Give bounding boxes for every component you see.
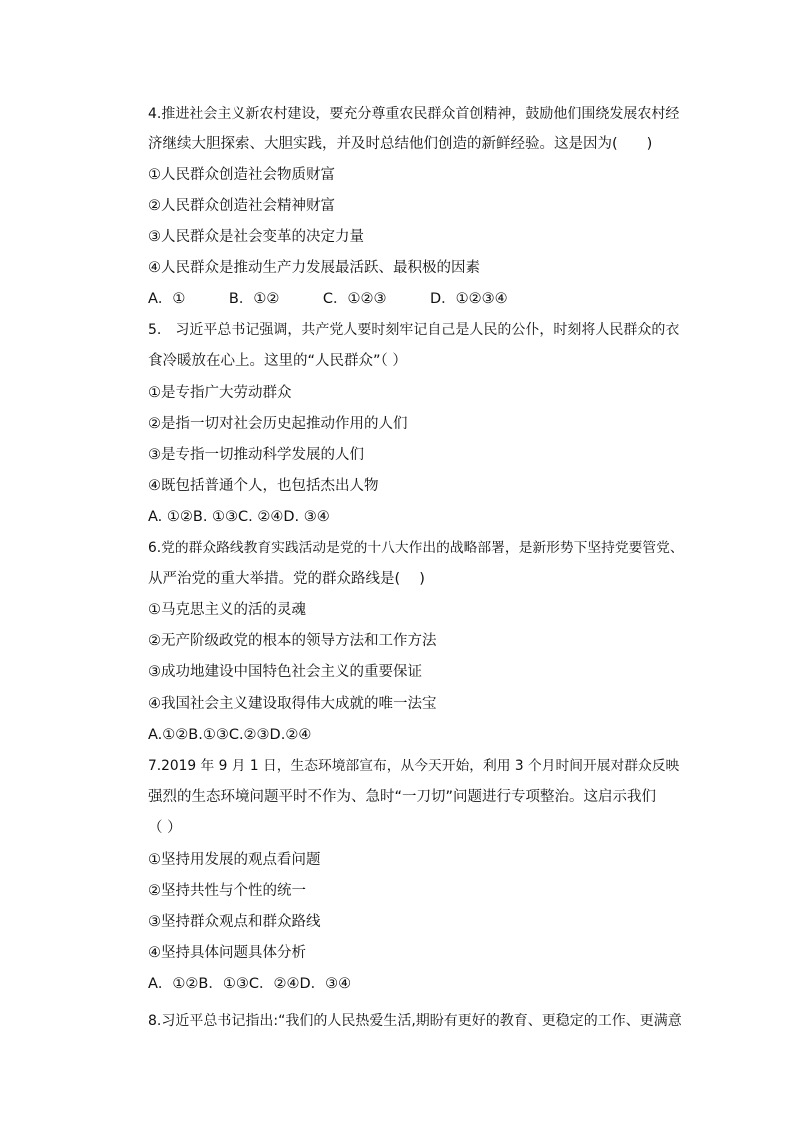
q6-statement-3: ③成功地建设中国特色社会主义的重要保证 bbox=[148, 664, 422, 680]
q4-stem-line-1: 4.推进社会主义新农村建设，要充分尊重农民群众首创精神，鼓励他们围绕发展农村经 bbox=[148, 106, 680, 122]
q5-statement-3: ③是专指一切推动科学发展的人们 bbox=[148, 447, 364, 463]
q6-statement-2: ②无产阶级政党的根本的领导方法和工作方法 bbox=[148, 633, 437, 649]
q5-options: A. ①②B. ①③C. ②④D. ③④ bbox=[148, 509, 330, 525]
q7-stem-line-3: （ ） bbox=[148, 820, 182, 836]
q4-statement-3: ③人民群众是社会变革的决定力量 bbox=[148, 229, 364, 245]
q4-stem-line-2: 济继续大胆探索、大胆实践，并及时总结他们创造的新鲜经验。这是因为( ) bbox=[148, 136, 653, 152]
q5-statement-4: ④既包括普通个人，也包括杰出人物 bbox=[148, 478, 379, 494]
q5-statement-2: ②是指一切对社会历史起推动作用的人们 bbox=[148, 416, 408, 432]
q7-stem-line-2: 强烈的生态环境问题平时不作为、急时“一刀切”问题进行专项整治。这启示我们 bbox=[148, 789, 657, 805]
q7-statement-1: ①坚持用发展的观点看问题 bbox=[148, 852, 321, 868]
q7-options: A．①②B．①③C．②④D．③④ bbox=[148, 976, 352, 992]
q6-options: A.①②B.①③C.②③D.②④ bbox=[148, 727, 312, 743]
q7-statement-3: ③坚持群众观点和群众路线 bbox=[148, 914, 321, 930]
q4-statement-2: ②人民群众创造社会精神财富 bbox=[148, 198, 335, 214]
q4-statement-4: ④人民群众是推动生产力发展最活跃、最积极的因素 bbox=[148, 260, 480, 276]
q7-statement-2: ②坚持共性与个性的统一 bbox=[148, 883, 306, 899]
q4-statement-1: ①人民群众创造社会物质财富 bbox=[148, 167, 335, 183]
q6-statement-4: ④我国社会主义建设取得伟大成就的唯一法宝 bbox=[148, 696, 437, 712]
q6-statement-1: ①马克思主义的活的灵魂 bbox=[148, 602, 306, 618]
q5-stem-line-2: 食冷暖放在心上。这里的“人民群众”（ ） bbox=[148, 353, 407, 369]
q6-stem-line-2: 从严治党的重大举措。党的群众路线是( ) bbox=[148, 571, 425, 587]
q6-stem-line-1: 6.党的群众路线教育实践活动是党的十八大作出的战略部署，是新形势下坚持党要管党、 bbox=[148, 540, 684, 556]
q5-statement-1: ①是专指广大劳动群众 bbox=[148, 385, 292, 401]
q8-stem-line-1: 8.习近平总书记指出:“我们的人民热爱生活,期盼有更好的教育、更稳定的工作、更满意 bbox=[148, 1013, 682, 1029]
q4-options: A．① B．①② C．①②③ D．①②③④ bbox=[148, 291, 508, 307]
q5-stem-line-1: 5. 习近平总书记强调，共产党人要时刻牢记自己是人民的公仆，时刻将人民群众的衣 bbox=[148, 322, 680, 338]
q7-statement-4: ④坚持具体问题具体分析 bbox=[148, 945, 306, 961]
q7-stem-line-1: 7.2019 年 9 月 1 日，生态环境部宣布，从今天开始，利用 3 个月时间开展对群众反映 bbox=[148, 758, 680, 774]
